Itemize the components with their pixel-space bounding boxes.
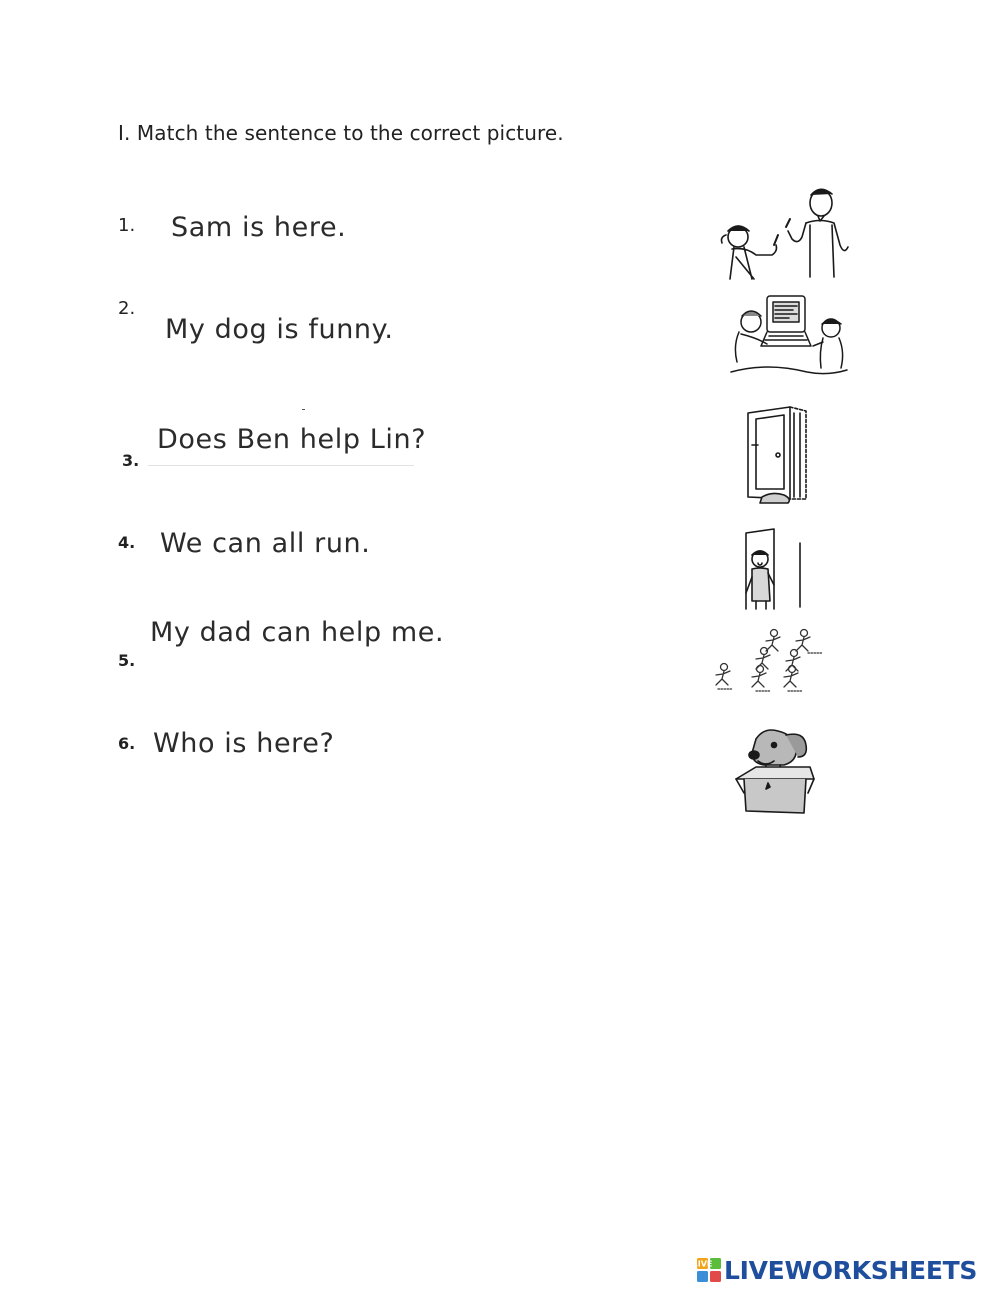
dog-in-box-picture[interactable] xyxy=(734,727,818,815)
sentence-5[interactable]: My dad can help me. xyxy=(150,617,445,648)
running-children-picture[interactable] xyxy=(714,627,834,695)
item-number-4: 4. xyxy=(118,533,136,552)
item-number-2: 2. xyxy=(118,298,136,319)
item-number-6: 6. xyxy=(118,734,136,753)
sentence-3[interactable]: Does Ben help Lin? xyxy=(157,424,427,455)
brand-text: LIVEWORKSHEETS xyxy=(724,1255,978,1285)
item-number-1: 1. xyxy=(118,215,136,236)
sentence-2[interactable]: My dog is funny. xyxy=(165,314,394,345)
sentence-4[interactable]: We can all run. xyxy=(160,528,371,559)
underline-rule xyxy=(148,465,414,466)
svg-text:LIVE: LIVE xyxy=(692,1259,713,1269)
instruction-heading: I. Match the sentence to the correct picture. xyxy=(118,121,564,145)
boy-at-door-picture[interactable] xyxy=(740,527,806,611)
item-number-3: 3. xyxy=(122,451,140,470)
man-and-girl-picture[interactable] xyxy=(716,185,858,281)
door-picture[interactable] xyxy=(744,405,814,505)
stray-mark xyxy=(302,409,305,410)
liveworksheets-logo[interactable] xyxy=(692,1255,978,1285)
liveworksheets-badge-icon xyxy=(692,1258,721,1282)
item-number-5: 5. xyxy=(118,651,136,670)
sentence-1[interactable]: Sam is here. xyxy=(171,212,347,243)
sentence-6[interactable]: Who is here? xyxy=(153,728,335,759)
kids-at-computer-picture[interactable] xyxy=(727,292,851,376)
